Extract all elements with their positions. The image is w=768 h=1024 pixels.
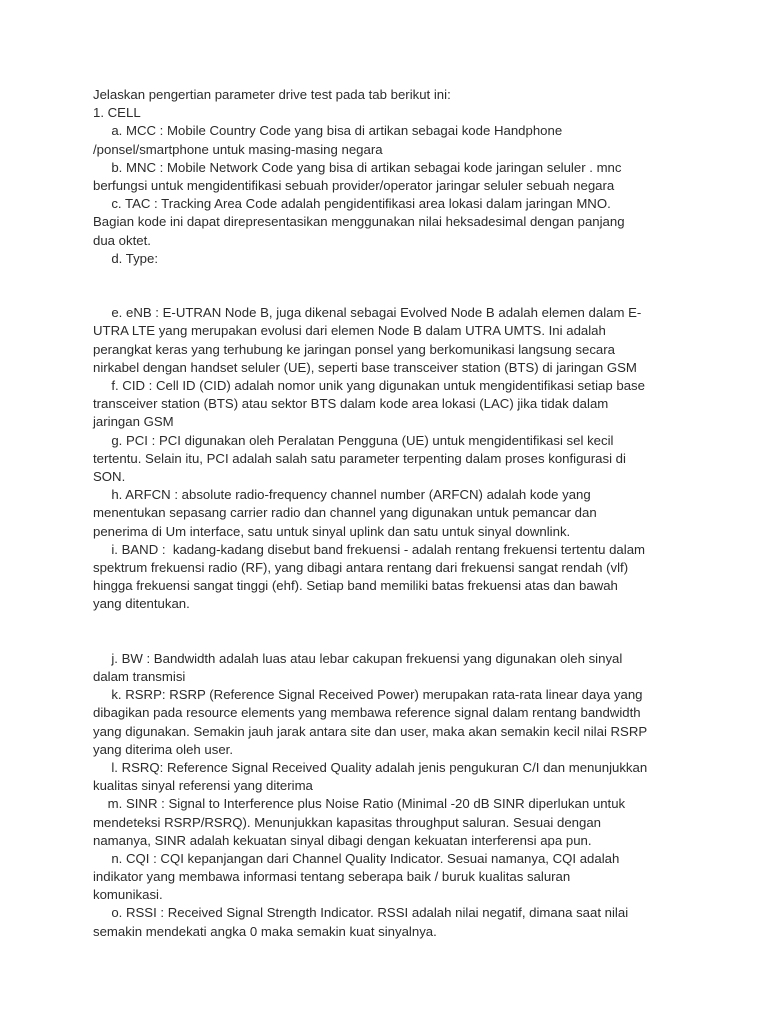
- definition-line: /ponsel/smartphone untuk masing-masing negara: [93, 141, 383, 157]
- definition-line: h. ARFCN : absolute radio-frequency channel number (ARFCN) adalah kode yang: [93, 487, 591, 503]
- blank-line: [93, 268, 668, 286]
- section-heading: 1. CELL: [93, 105, 141, 121]
- definition-line: g. PCI : PCI digunakan oleh Peralatan Pengguna (UE) untuk mengidentifikasi sel kecil: [93, 432, 614, 448]
- definition-enb: [93, 268, 668, 377]
- definitions-list: [93, 122, 668, 940]
- definition-sinr: [93, 795, 668, 850]
- definition-rsrp: [93, 686, 668, 759]
- definition-line: e. eNB : E-UTRAN Node B, juga dikenal sebagai Evolved Node B adalah elemen dalam E-: [93, 305, 642, 321]
- definition-line: j. BW : Bandwidth adalah luas atau lebar cakupan frekuensi yang digunakan oleh sinyal: [93, 650, 623, 666]
- definition-cqi: [93, 850, 668, 905]
- definition-line: dalam transmisi: [93, 669, 186, 684]
- definition-line: semakin mendekati angka 0 maka semakin kuat sinyalnya.: [93, 923, 437, 939]
- definition-line: i. BAND : kadang-kadang disebut band frekuensi - adalah rentang frekuensi tertentu dalam: [93, 541, 646, 557]
- definition-line: k. RSRP: RSRP (Reference Signal Received Power) merupakan rata-rata linear daya yang: [93, 687, 643, 703]
- definition-line: namanya, SINR adalah kekuatan sinyal dibagi dengan kekuatan interferensi apa pun.: [93, 832, 592, 848]
- definition-line: kualitas sinyal referensi yang diterima: [93, 778, 313, 794]
- intro-line: Jelaskan pengertian parameter drive test pada tab berikut ini:: [93, 87, 451, 102]
- definition-mnc: [93, 159, 668, 195]
- definition-pci: [93, 432, 668, 487]
- definition-line: l. RSRQ: Reference Signal Received Quality adalah jenis pengukuran C/I dan menunjukkan: [93, 759, 648, 775]
- blank-line: [93, 613, 668, 631]
- definition-line: n. CQI : CQI kepanjangan dari Channel Quality Indicator. Sesuai namanya, CQI adalah: [93, 850, 620, 866]
- definition-line: yang digunakan. Semakin jauh jarak antara site dan user, maka akan semakin kecil nilai RSRP: [93, 723, 648, 739]
- definition-line: transceiver station (BTS) atau sektor BTS dalam kode area lokasi (LAC) jika tidak dalam: [93, 396, 609, 412]
- definition-line: indikator yang membawa informasi tentang seberapa baik / buruk kualitas saluran: [93, 869, 571, 885]
- definition-line: berfungsi untuk mengidentifikasi sebuah provider/operator jaringar seluler sebuah negara: [93, 177, 615, 193]
- definition-line: perangkat keras yang terhubung ke jaringan ponsel yang berkomunikasi langsung secara: [93, 341, 615, 357]
- definition-mcc: [93, 122, 668, 158]
- definition-rssi: [93, 904, 668, 940]
- definition-line: menentukan sepasang carrier radio dan channel yang digunakan untuk pemancar dan: [93, 505, 597, 521]
- definition-line: mendeteksi RSRP/RSRQ). Menunjukkan kapasitas throughput saluran. Sesuai dengan: [93, 814, 602, 830]
- definition-line: o. RSSI : Received Signal Strength Indicator. RSSI adalah nilai negatif, dimana saat nilai: [93, 905, 629, 921]
- blank-line: [93, 632, 668, 650]
- definition-cid: [93, 377, 668, 432]
- blank-line: [93, 286, 668, 304]
- definition-tac: [93, 195, 668, 250]
- definition-line: f. CID : Cell ID (CID) adalah nomor unik yang digunakan untuk mengidentifikasi setiap base: [93, 378, 645, 393]
- document-page: [93, 86, 668, 941]
- definition-arfcn: [93, 486, 668, 541]
- definition-line: nirkabel dengan handset seluler (UE), seperti base transceiver station (BTS) di jaringan GSM: [93, 359, 637, 375]
- definition-line: b. MNC : Mobile Network Code yang bisa di artikan sebagai kode jaringan seluler . mnc: [93, 159, 622, 175]
- definition-line: c. TAC : Tracking Area Code adalah pengidentifikasi area lokasi dalam jaringan MNO.: [93, 196, 611, 212]
- definition-line: hingga frekuensi sangat tinggi (ehf). Setiap band memiliki batas frekuensi atas dan bawah: [93, 578, 618, 594]
- definition-line: tertentu. Selain itu, PCI adalah salah satu parameter terpenting dalam proses konfigurasi di: [93, 450, 626, 466]
- definition-line: UTRA LTE yang merupakan evolusi dari elemen Node B dalam UTRA UMTS. Ini adalah: [93, 323, 606, 339]
- definition-line: yang diterima oleh user.: [93, 741, 234, 757]
- definition-band: [93, 541, 668, 614]
- definition-line: yang ditentukan.: [93, 596, 190, 612]
- definition-type: [93, 250, 668, 268]
- definition-line: m. SINR : Signal to Interference plus Noise Ratio (Minimal -20 dB SINR diperlukan untuk: [93, 796, 626, 812]
- definition-line: penerima di Um interface, satu untuk sinyal uplink dan satu untuk sinyal downlink.: [93, 523, 571, 539]
- definition-line: komunikasi.: [93, 887, 163, 903]
- definition-rsrq: [93, 759, 668, 795]
- definition-line: jaringan GSM: [93, 414, 174, 430]
- definition-line: SON.: [93, 468, 126, 484]
- definition-line: d. Type:: [93, 250, 158, 266]
- definition-line: a. MCC : Mobile Country Code yang bisa di artikan sebagai kode Handphone: [93, 123, 563, 139]
- definition-bw: [93, 613, 668, 686]
- definition-line: Bagian kode ini dapat direpresentasikan menggunakan nilai heksadesimal dengan panjang: [93, 214, 625, 230]
- definition-line: dua oktet.: [93, 232, 151, 248]
- definition-line: spektrum frekuensi radio (RF), yang dibagi antara rentang dari frekuensi sangat rendah (vlf): [93, 559, 629, 575]
- definition-line: dibagikan pada resource elements yang membawa reference signal dalam rentang bandwidth: [93, 705, 641, 721]
